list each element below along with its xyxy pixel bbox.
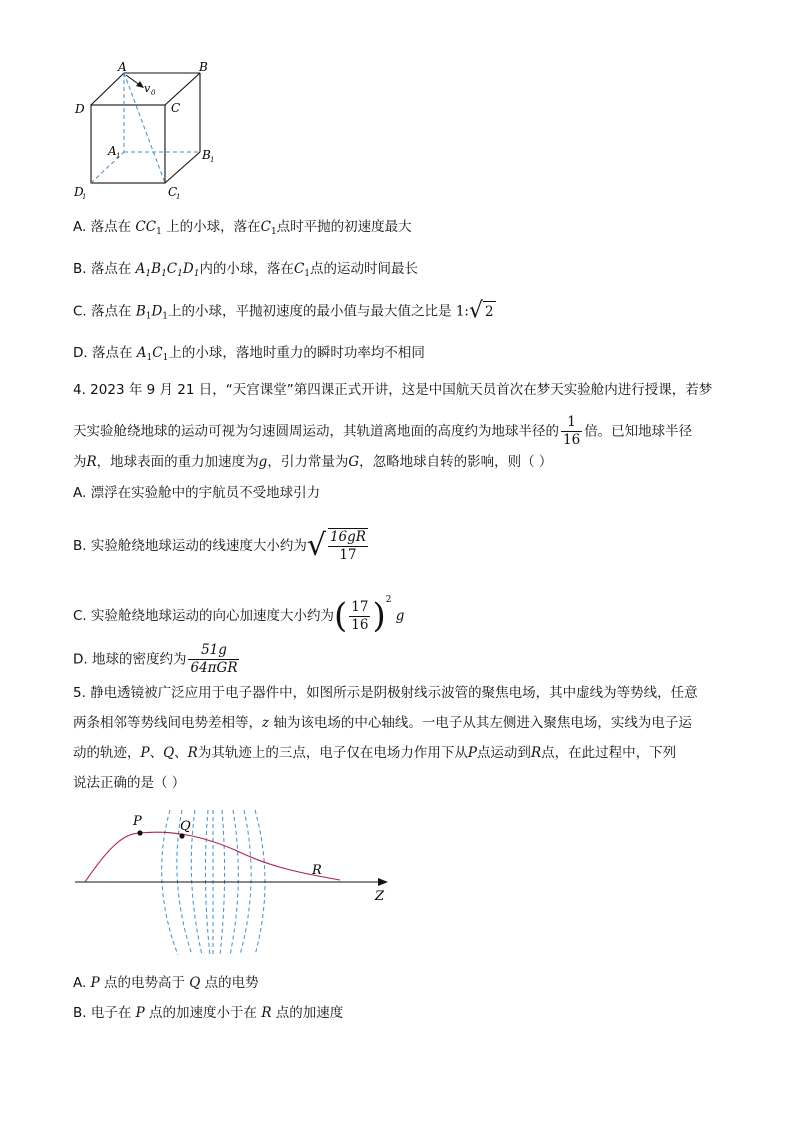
vertex-label-a: A	[118, 60, 127, 74]
vertex-label-d: D	[75, 102, 85, 116]
q5-stem-line4: 说法正确的是（ ）	[73, 775, 186, 791]
q3-option-c[interactable]: C. 落点在 $B_1D_1$上的小球，平抛初速度的最小值与最大值之比是 1:√ 2	[73, 298, 494, 324]
svg-text:1: 1	[210, 156, 215, 164]
cube-figure	[68, 60, 228, 205]
q3-option-d[interactable]: D. 落点在 $A_1C_1$上的小球，落地时重力的瞬时功率均不相同	[73, 345, 425, 363]
q4-option-d[interactable]: D. 地球的密度约为 $\frac{51g}{\text{64πGR}}$	[73, 642, 238, 676]
q5-stem-line2: 两条相邻等势线间电势差相等，z 轴为该电场的中心轴线。一电子从其左侧进入聚焦电场，实线为电子运	[73, 715, 692, 731]
plane-a1b1c1d1: $A_1B_1C_1D_1$	[135, 261, 200, 279]
svg-text:1: 1	[82, 193, 87, 201]
q4-stem-line3: 为R，地球表面的重力加速度为g，引力常量为G，忽略地球自转的影响，则（ ）	[73, 454, 553, 470]
vertex-label-b1: B	[202, 148, 211, 162]
q5-stem-line3: 动的轨迹，P、Q、R为其轨迹上的三点，电子仅在电场力作用下从P点运动到R点，在此过程中，下列	[73, 745, 677, 761]
svg-text:0: 0	[151, 89, 156, 97]
point-r-label: R	[312, 863, 322, 878]
z-axis-label: Z	[375, 889, 385, 904]
vertex-label-c: C	[171, 101, 181, 115]
vertex-label-a1: A	[108, 144, 117, 158]
q4-option-b[interactable]: B. 实验舱绕地球运动的线速度大小约为√ $\frac{16gR}{17}$	[73, 528, 366, 563]
vertex-label-b: B	[199, 60, 208, 74]
q3-option-a[interactable]: A. 落点在 $CC_1$ 上的小球，落在$C_1$点时平抛的初速度最大	[73, 219, 412, 237]
q3-option-b[interactable]: B. 落点在 $A_1B_1C_1D_1$内的小球，落在$C_1$点的运动时间最长	[73, 261, 419, 279]
electrostatic-lens-figure	[70, 805, 400, 960]
q5-stem-line1: 5. 静电透镜被广泛应用于电子器件中，如图所示是阴极射线示波管的聚焦电场，其中虚线为等势线，任意	[73, 685, 698, 701]
svg-text:1: 1	[176, 193, 181, 201]
vertex-label-d1: D	[74, 185, 84, 199]
q5-option-a[interactable]: A. P 点的电势高于 Q 点的电势	[73, 975, 259, 991]
point-q-label: Q	[180, 819, 191, 834]
svg-text:1: 1	[116, 152, 121, 160]
point-p-label: P	[133, 814, 142, 829]
point-p-marker	[137, 830, 142, 835]
q5-option-b[interactable]: B. 电子在 P 点的加速度小于在 R 点的加速度	[73, 1005, 344, 1021]
q4-stem-line2: 天实验舱绕地球的运动可视为匀速圆周运动，其轨道离地面的高度约为地球半径的 $\frac{1}{16}$ 倍。已知地球半径	[73, 414, 693, 448]
q4-stem-line1: 4. 2023 年 9 月 21 日，“天宫课堂”第四课正式开讲，这是中国航天员首次在梦天实验舱内进行授课，若梦	[73, 382, 713, 398]
q4-option-a[interactable]: A. 漂浮在实验舱中的宇航员不受地球引力	[73, 485, 321, 501]
vertex-label-c1: C	[168, 185, 178, 199]
point-q-marker	[179, 833, 184, 838]
fraction-one-sixteenth: $\frac{1}{16}$	[563, 414, 581, 448]
velocity-label: v	[144, 82, 151, 95]
q4-option-c[interactable]: C. 实验舱绕地球运动的向心加速度大小约为( $\frac{17}{16}$ )$^2$ g	[73, 595, 405, 636]
